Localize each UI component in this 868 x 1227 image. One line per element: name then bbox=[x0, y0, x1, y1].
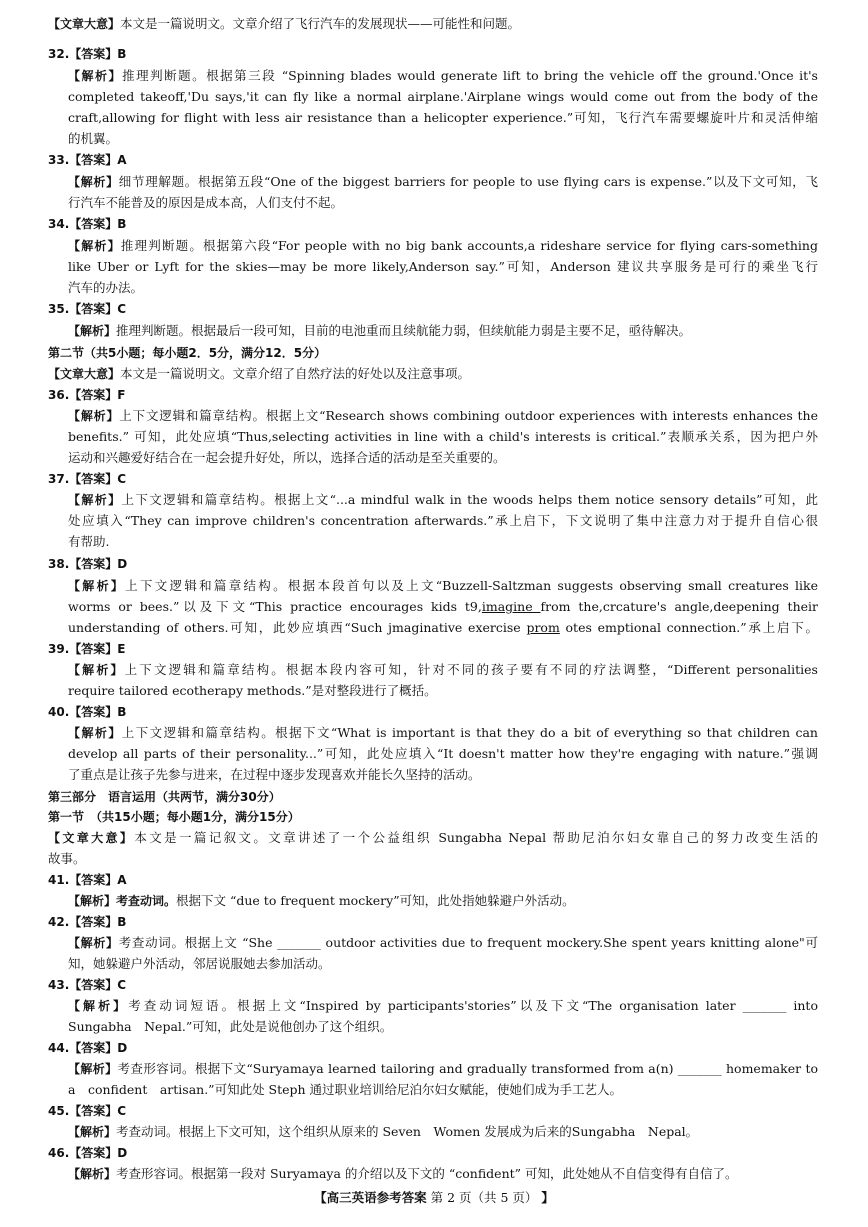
bold-text: 【文章大意】 bbox=[48, 831, 135, 845]
text-line bbox=[48, 14, 818, 34]
page-footer bbox=[0, 1188, 868, 1206]
line-text: worms or bees.”以及下文“This practice encourages kids t9, bbox=[68, 599, 482, 614]
text-line bbox=[68, 723, 818, 743]
line-text: 考查动词。根据上文 “She _______ outdoor activities due to frequent mockery.She spent years knitting alone"可 bbox=[118, 935, 818, 950]
text-line bbox=[48, 299, 818, 319]
line-text: 推理判断题。根据第六段“For people with no big bank accounts,a rideshare service for flying cars-something bbox=[120, 238, 818, 253]
text-line bbox=[68, 1122, 818, 1142]
line-text: 故事。 bbox=[48, 851, 86, 866]
text-line bbox=[48, 364, 818, 384]
text-line bbox=[48, 828, 818, 848]
line-text: Sungabha Nepal.”可知，此处是说他创办了这个组织。 bbox=[68, 1019, 393, 1034]
text-line bbox=[48, 787, 818, 807]
bold-text: 33.【答案】A bbox=[48, 153, 127, 167]
line-text: 知，她躲避户外活动，邻居说服她去参加活动。 bbox=[68, 956, 331, 971]
text-line bbox=[68, 66, 818, 86]
bold-text: 45.【答案】C bbox=[48, 1104, 127, 1118]
text-line bbox=[48, 870, 818, 890]
line-text: 细节理解题。根据第五段“One of the biggest barriers for people to use flying cars is expense.”以及下文可知，飞 bbox=[118, 174, 818, 189]
text-line bbox=[68, 933, 818, 953]
line-text: 本文是一篇说明文。文章介绍了飞行汽车的发展现状——可能性和问题。 bbox=[120, 16, 521, 31]
text-line bbox=[68, 681, 818, 701]
bold-text: 【解析】 bbox=[68, 324, 117, 338]
text-line bbox=[48, 1101, 818, 1121]
line-text: 考查形容词。根据第一段对 Suryamaya 的介绍以及下文的 “confident” 可知，此处她从不自信变得有自信了。 bbox=[116, 1166, 738, 1181]
line-text: 推理判断题。根据第三段 “Spinning blades would generate lift to bring the vehicle off the ground.'Once it's bbox=[122, 68, 818, 83]
line-text: 处应填入“They can improve children's concentration afterwards.”承上启下，下文说明了集中注意力对于提升自信心很 bbox=[68, 513, 818, 528]
text-line bbox=[48, 343, 818, 363]
text-line bbox=[48, 150, 818, 170]
bold-text: 【解析】 bbox=[68, 663, 125, 677]
footer-page-number: 第 2 页（共 5 页） bbox=[430, 1190, 538, 1205]
bold-text: 【文章大意】 bbox=[48, 17, 121, 31]
line-text: 本文是一篇记叙文。文章讲述了一个公益组织 Sungabha Nepal 帮助尼泊尔妇女靠自己的努力改变生活的 bbox=[134, 830, 818, 845]
text-line bbox=[68, 511, 818, 531]
text-line bbox=[48, 214, 818, 234]
line-text: 根据下文 “due to frequent mockery”可知，此处指她躲避户外活动。 bbox=[176, 893, 575, 908]
bold-text: 第二节（共5小题；每小题2．5分，满分12．5分） bbox=[48, 346, 327, 360]
line-text: 有帮助. bbox=[68, 534, 110, 549]
line-text: understanding of others.可知，此妙应填西“Such jmaginative exercise bbox=[68, 620, 527, 635]
text-line bbox=[68, 891, 818, 911]
line-text: 上下文逻辑和篇章结构。根据上文“Research shows combining outdoor experiences with interests enhances the bbox=[119, 408, 818, 423]
text-line bbox=[68, 490, 818, 510]
text-line bbox=[48, 1143, 818, 1163]
bold-text: 39.【答案】E bbox=[48, 642, 126, 656]
text-line bbox=[48, 849, 818, 869]
bold-text: 40.【答案】B bbox=[48, 705, 127, 719]
bold-text: 42.【答案】B bbox=[48, 915, 127, 929]
text-line bbox=[68, 448, 818, 468]
line-text: 了重点是让孩子先参与进来，在过程中逐步发现喜欢并能长久坚持的活动。 bbox=[68, 767, 481, 782]
line-text: require tailored ecotherapy methods.”是对整段进行了概括。 bbox=[68, 683, 437, 698]
line-text: 考查动词。根据上下文可知，这个组织从原来的 Seven Women 发展成为后来的Sungabha Nepal。 bbox=[116, 1124, 699, 1139]
text-line bbox=[48, 385, 818, 405]
text-line bbox=[48, 1038, 818, 1058]
line-text: otes emptional connection.”承上启下。 bbox=[559, 620, 818, 635]
bold-text: 37.【答案】C bbox=[48, 472, 127, 486]
footer-end-bracket: 】 bbox=[541, 1190, 554, 1205]
text-line bbox=[68, 597, 818, 617]
bold-text: 41.【答案】A bbox=[48, 873, 127, 887]
text-line bbox=[68, 406, 818, 426]
line-text: 运动和兴趣爱好结合在一起会提升好处，所以，选择合适的活动是至关重要的。 bbox=[68, 450, 506, 465]
line-text: 上下文逻辑和篇章结构。根据上文“...a mindful walk in the woods helps them notice sensory details”可知，此 bbox=[121, 492, 818, 507]
bold-text: 【解析】 bbox=[68, 579, 126, 593]
text-line bbox=[68, 108, 818, 128]
text-line bbox=[68, 1017, 818, 1037]
text-line bbox=[68, 172, 818, 192]
text-line bbox=[68, 321, 818, 341]
line-text: 推理判断题。根据最后一段可知，目前的电池重而且续航能力弱，但续航能力弱是主要不足，亟待解决。 bbox=[116, 323, 692, 338]
line-text: 考查形容词。根据下文“Suryamaya learned tailoring and gradually transformed from a(n) _______ homemaker to bbox=[117, 1061, 818, 1076]
text-line bbox=[48, 975, 818, 995]
line-text: benefits.” 可知，此处应填“Thus,selecting activities in line with a child's interests is critical.”表顺承关系，因为把户外 bbox=[68, 429, 818, 444]
bold-text: 【解析】 bbox=[68, 493, 122, 507]
bold-text: 【解析】 bbox=[68, 1125, 117, 1139]
text-line bbox=[48, 469, 818, 489]
text-line bbox=[68, 1080, 818, 1100]
line-text: 汽车的办法。 bbox=[68, 280, 144, 295]
text-line bbox=[68, 278, 818, 298]
bold-text: 【解析】 bbox=[68, 69, 123, 83]
text-line bbox=[48, 702, 818, 722]
bold-text: 【解析】 bbox=[68, 1167, 117, 1181]
bold-text: 34.【答案】B bbox=[48, 217, 127, 231]
line-text: 上下文逻辑和篇章结构。根据本段内容可知，针对不同的孩子要有不同的疗法调整，“Different personalities bbox=[124, 662, 818, 677]
bold-text: 36.【答案】F bbox=[48, 388, 126, 402]
text-line bbox=[68, 257, 818, 277]
text-line bbox=[68, 954, 818, 974]
bold-text: 【解析】 bbox=[68, 175, 119, 189]
line-text: 上下文逻辑和篇章结构。根据下文“What is important is that they do a bit of everything so that children can bbox=[121, 725, 818, 740]
bold-text: 【解析】 bbox=[68, 239, 121, 253]
bold-text: 46.【答案】D bbox=[48, 1146, 128, 1160]
text-line bbox=[68, 618, 818, 638]
bold-text: 35.【答案】C bbox=[48, 302, 127, 316]
text-line bbox=[68, 744, 818, 764]
bold-text: 32.【答案】B bbox=[48, 47, 127, 61]
bold-text: 38.【答案】D bbox=[48, 557, 128, 571]
line-text: from the,crcature's angle,deepening their bbox=[540, 599, 818, 614]
line-text: 行汽车不能普及的原因是成本高，人们支付不起。 bbox=[68, 195, 344, 210]
bold-text: 【文章大意】 bbox=[48, 367, 121, 381]
text-line bbox=[68, 765, 818, 785]
text-line bbox=[68, 193, 818, 213]
text-line bbox=[68, 576, 818, 596]
bold-text: 【解析】 bbox=[68, 936, 119, 950]
underlined-text: prom bbox=[526, 620, 560, 635]
bold-text: 43.【答案】C bbox=[48, 978, 127, 992]
line-text: 的机翼。 bbox=[68, 131, 119, 146]
bold-text: 44.【答案】D bbox=[48, 1041, 128, 1055]
text-line bbox=[68, 129, 818, 149]
line-text: 本文是一篇说明文。文章介绍了自然疗法的好处以及注意事项。 bbox=[120, 366, 471, 381]
text-line bbox=[68, 660, 818, 680]
text-line bbox=[48, 639, 818, 659]
line-text: like Uber or Lyft for the skies—may be more likely,Anderson say.”可知，Anderson 建议共享服务是可行的乘坐飞行 bbox=[68, 259, 818, 274]
bold-text: 【解析】 bbox=[68, 726, 122, 740]
underlined-text: imagine bbox=[481, 599, 541, 614]
text-line bbox=[68, 1164, 818, 1184]
text-line bbox=[68, 996, 818, 1016]
text-line bbox=[48, 554, 818, 574]
line-text: a confident artisan.”可知此处 Steph 通过职业培训给尼泊尔妇女赋能，使她们成为手工艺人。 bbox=[68, 1082, 623, 1097]
text-line bbox=[68, 532, 818, 552]
text-line bbox=[48, 807, 818, 827]
footer-label: 【高三英语参考答案 bbox=[314, 1190, 427, 1205]
text-line bbox=[68, 236, 818, 256]
bold-text: 【解析】 bbox=[68, 999, 129, 1013]
text-line bbox=[68, 1059, 818, 1079]
line-text: completed takeoff,'Du says,'it can fly like a normal airplane.'Airplane wings would come out from the body of the bbox=[68, 89, 818, 104]
line-text: develop all parts of their personality...”可知，此处应填入“It doesn't matter how they're engaging with nature.”强调 bbox=[68, 746, 818, 761]
bold-text: 【解析】 bbox=[68, 1062, 118, 1076]
bold-text: 第一节 （共15小题；每小题1分，满分15分） bbox=[48, 810, 300, 824]
bold-text: 【解析】 bbox=[68, 409, 120, 423]
line-text: 上下文逻辑和篇章结构。根据本段首句以及上文“Buzzell-Saltzman suggests observing small creatures like bbox=[125, 578, 818, 593]
text-line bbox=[68, 87, 818, 107]
line-text: craft,allowing for flight with less air resistance than a helicopter experience.”可知，飞行汽车需要螺旋叶片和灵活伸缩 bbox=[68, 110, 818, 125]
text-line bbox=[48, 912, 818, 932]
bold-text: 第三部分 语言运用（共两节，满分30分） bbox=[48, 790, 281, 804]
text-line bbox=[48, 44, 818, 64]
line-text: 考查动词短语。根据上文“Inspired by participants'stories”以及下文“The organisation later _______ into bbox=[128, 998, 818, 1013]
text-line bbox=[68, 427, 818, 447]
bold-text: 【解析】考查动词。 bbox=[68, 894, 177, 908]
